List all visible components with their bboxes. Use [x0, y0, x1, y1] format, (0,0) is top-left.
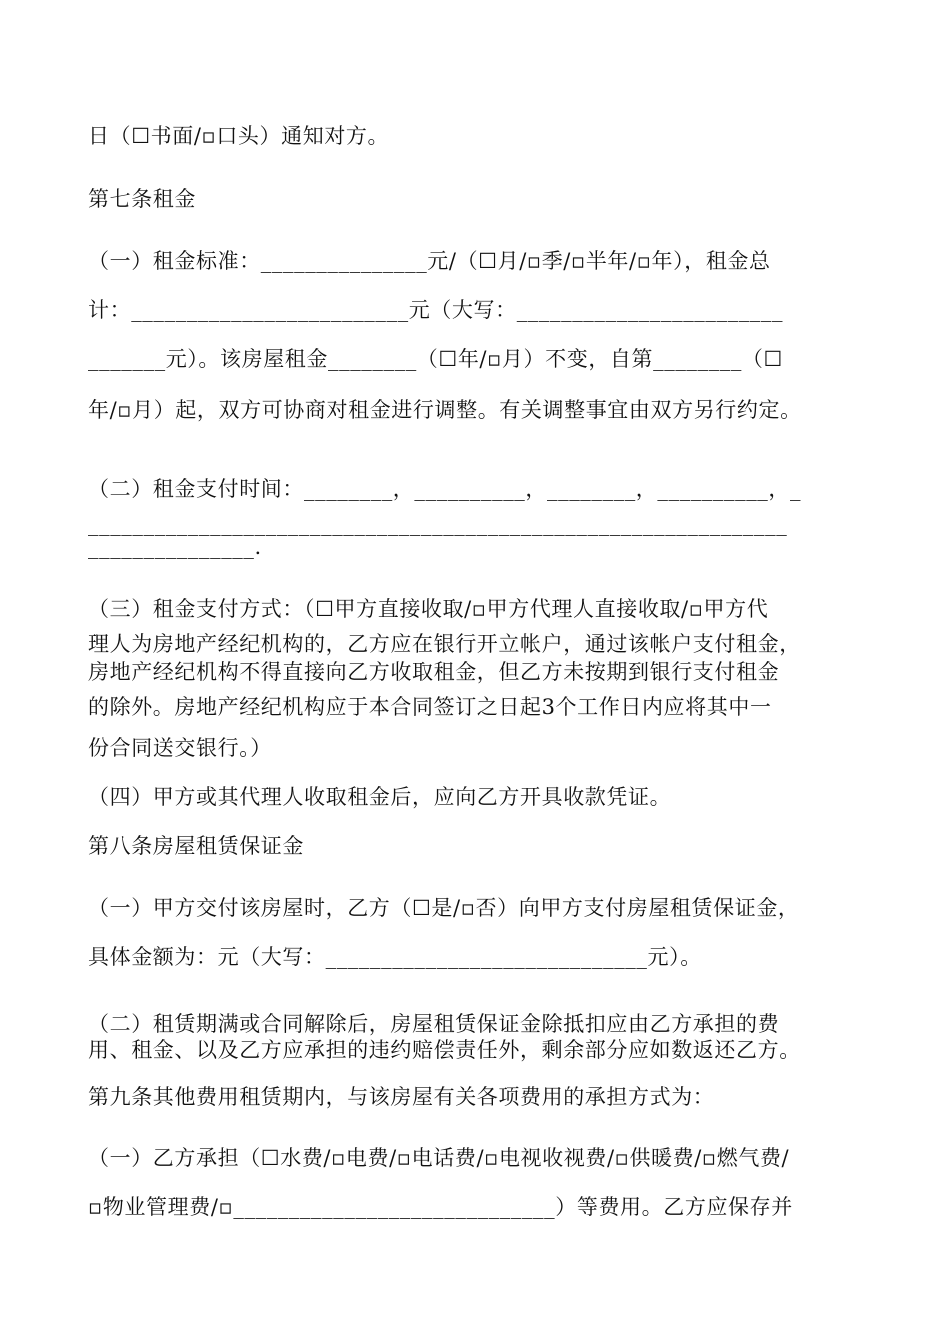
text-line: （三）租金支付方式：（☐甲方直接收取/▫甲方代理人直接收取/▫甲方代 — [88, 597, 769, 621]
text-line: （四）甲方或其代理人收取租金后，应向乙方开具收款凭证。 — [88, 785, 672, 809]
text-line: （一）甲方交付该房屋时，乙方（☐是/▫否）向甲方支付房屋租赁保证金， — [88, 896, 800, 920]
text-line: 理人为房地产经纪机构的，乙方应在银行开立帐户，通过该帐户支付租金， — [88, 632, 801, 656]
text-line: 计：_________________________元（大写：________________________ — [88, 298, 784, 322]
text-line: _______元）。该房屋租金________（☐年/▫月）不变，自第________（☐ — [88, 347, 783, 371]
article-heading: 第九条其他费用租赁期内，与该房屋有关各项费用的承担方式为： — [88, 1085, 715, 1109]
text-line: 房地产经纪机构不得直接向乙方收取租金，但乙方未按期到银行支付租金 — [88, 660, 780, 684]
text-line: 年/▫月）起，双方可协商对租金进行调整。有关调整事宜由双方另行约定。 — [88, 398, 802, 422]
blank-line: _______________. — [88, 535, 262, 559]
article-heading: 第七条租金 — [88, 187, 196, 211]
text-line: （一）租金标准：_______________元/（☐月/▫季/▫半年/▫年），租金总 — [88, 249, 771, 273]
text-line: 具体金额为：元（大写：_____________________________元）。 — [88, 945, 702, 969]
text-line: （二）租金支付时间：________，__________，________，__________，_ — [88, 477, 802, 501]
text-line: 的除外。房地产经纪机构应于本合同签订之日起3个工作日内应将其中一 — [88, 695, 772, 719]
text-line: （一）乙方承担（☐水费/▫电费/▫电话费/▫电视收视费/▫供暖费/▫燃气费/ — [88, 1146, 790, 1170]
text-line: 用、租金、以及乙方应承担的违约赔偿责任外，剩余部分应如数返还乙方。 — [88, 1038, 801, 1062]
text-line: 日（☐书面/▫口头）通知对方。 — [88, 124, 390, 148]
article-heading: 第八条房屋租赁保证金 — [88, 834, 304, 858]
text-line: ▫物业管理费/▫_____________________________）等费用。乙方应保存并 — [88, 1195, 793, 1219]
blank-line: _______________________________________________________________ — [88, 512, 788, 536]
text-line: 份合同送交银行。） — [88, 736, 272, 760]
text-line: （二）租赁期满或合同解除后，房屋租赁保证金除抵扣应由乙方承担的费 — [88, 1012, 780, 1036]
